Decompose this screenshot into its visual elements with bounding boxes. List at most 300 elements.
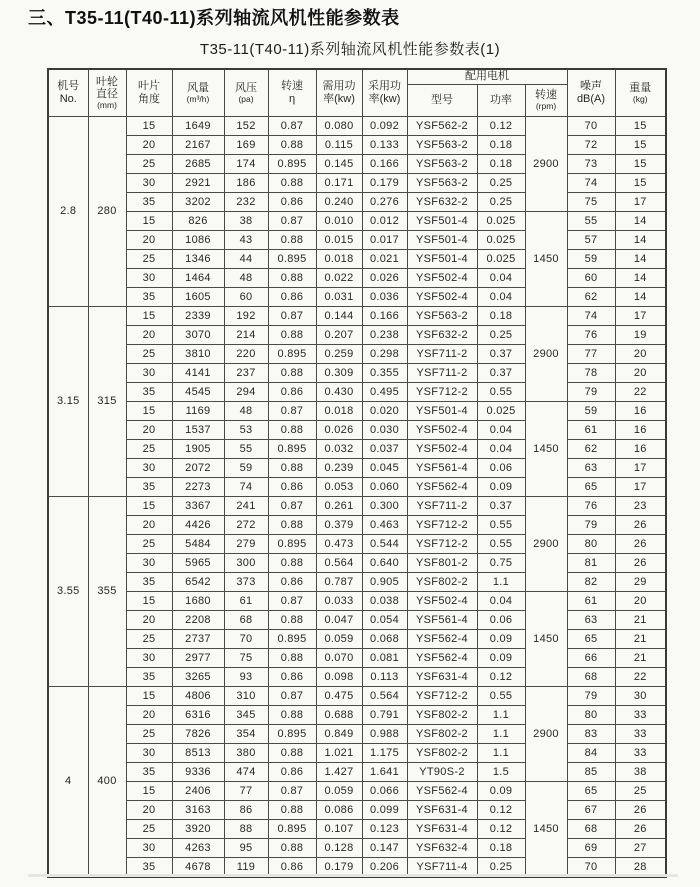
adopted-power-cell: 0.238 — [362, 325, 407, 344]
adopted-power-cell: 0.179 — [362, 173, 407, 192]
pressure-cell: 75 — [224, 648, 268, 667]
data-row — [48, 230, 666, 249]
adopted-power-cell: 0.036 — [362, 287, 407, 306]
motor-power-cell: 0.37 — [477, 363, 525, 382]
motor-power-cell: 0.04 — [477, 439, 525, 458]
motor-power-cell: 0.04 — [477, 420, 525, 439]
noise-cell: 66 — [567, 648, 615, 667]
pressure-cell: 86 — [224, 800, 268, 819]
machine-no-cell: 3.15 — [48, 306, 88, 496]
required-power-cell: 0.259 — [316, 344, 362, 363]
speed-eta-cell: 0.88 — [268, 135, 316, 154]
noise-cell: 74 — [567, 306, 615, 325]
blade-angle-cell: 20 — [126, 800, 172, 819]
motor-rpm-cell: 2900 — [525, 496, 567, 591]
motor-power-cell: 0.09 — [477, 781, 525, 800]
air-volume-cell: 2737 — [172, 629, 224, 648]
motor-rpm-cell: 1450 — [525, 211, 567, 306]
adopted-power-cell: 0.021 — [362, 249, 407, 268]
pressure-cell: 53 — [224, 420, 268, 439]
air-volume-cell: 3810 — [172, 344, 224, 363]
data-row — [48, 762, 666, 781]
table-header — [48, 69, 666, 116]
adopted-power-cell: 0.020 — [362, 401, 407, 420]
pressure-cell: 60 — [224, 287, 268, 306]
weight-cell: 17 — [615, 192, 666, 211]
speed-eta-cell: 0.895 — [268, 819, 316, 838]
speed-eta-cell: 0.87 — [268, 591, 316, 610]
blade-angle-cell: 20 — [126, 420, 172, 439]
adopted-power-cell: 0.147 — [362, 838, 407, 857]
air-volume-cell: 1680 — [172, 591, 224, 610]
motor-model-cell: YSF561-4 — [407, 458, 477, 477]
motor-model-cell: YSF712-2 — [407, 382, 477, 401]
air-volume-cell: 1537 — [172, 420, 224, 439]
data-row — [48, 249, 666, 268]
blade-angle-cell: 35 — [126, 192, 172, 211]
weight-cell: 14 — [615, 211, 666, 230]
air-volume-cell: 4545 — [172, 382, 224, 401]
speed-eta-cell: 0.88 — [268, 648, 316, 667]
motor-model-cell: YSF632-2 — [407, 192, 477, 211]
speed-eta-cell: 0.88 — [268, 838, 316, 857]
data-row — [48, 439, 666, 458]
noise-cell: 67 — [567, 800, 615, 819]
motor-power-cell: 0.12 — [477, 819, 525, 838]
weight-cell: 15 — [615, 135, 666, 154]
motor-power-cell: 0.25 — [477, 192, 525, 211]
pressure-cell: 373 — [224, 572, 268, 591]
speed-eta-cell: 0.88 — [268, 610, 316, 629]
data-row — [48, 268, 666, 287]
data-row — [48, 363, 666, 382]
weight-cell: 14 — [615, 230, 666, 249]
speed-eta-cell: 0.895 — [268, 534, 316, 553]
blade-angle-cell: 30 — [126, 743, 172, 762]
col-header-diameter: 叶轮 直径 (mm) — [88, 69, 126, 116]
noise-cell: 68 — [567, 667, 615, 686]
pressure-cell: 220 — [224, 344, 268, 363]
weight-cell: 21 — [615, 648, 666, 667]
air-volume-cell: 5484 — [172, 534, 224, 553]
motor-model-cell: YSF561-4 — [407, 610, 477, 629]
adopted-power-cell: 0.045 — [362, 458, 407, 477]
motor-model-cell: YSF712-2 — [407, 515, 477, 534]
motor-power-cell: 0.18 — [477, 135, 525, 154]
required-power-cell: 0.026 — [316, 420, 362, 439]
data-row — [48, 154, 666, 173]
motor-power-cell: 0.55 — [477, 686, 525, 705]
blade-angle-cell: 15 — [126, 686, 172, 705]
weight-cell: 21 — [615, 629, 666, 648]
noise-cell: 69 — [567, 838, 615, 857]
required-power-cell: 0.239 — [316, 458, 362, 477]
required-power-cell: 0.022 — [316, 268, 362, 287]
col-header-pressure: 风压 (pa) — [224, 69, 268, 116]
air-volume-cell: 6542 — [172, 572, 224, 591]
blade-angle-cell: 25 — [126, 629, 172, 648]
required-power-cell: 0.015 — [316, 230, 362, 249]
data-row — [48, 211, 666, 230]
air-volume-cell: 1346 — [172, 249, 224, 268]
blade-angle-cell: 30 — [126, 173, 172, 192]
data-row — [48, 743, 666, 762]
motor-model-cell: YT90S-2 — [407, 762, 477, 781]
col-header-motor-group: 配用电机 — [407, 69, 567, 84]
col-header-motor-rpm: 转速 (rpm) — [525, 84, 567, 116]
weight-cell: 26 — [615, 800, 666, 819]
motor-rpm-cell: 2900 — [525, 686, 567, 781]
data-row — [48, 420, 666, 439]
data-row — [48, 819, 666, 838]
required-power-cell: 0.107 — [316, 819, 362, 838]
adopted-power-cell: 0.017 — [362, 230, 407, 249]
motor-power-cell: 0.75 — [477, 553, 525, 572]
pressure-cell: 279 — [224, 534, 268, 553]
motor-model-cell: YSF562-2 — [407, 116, 477, 135]
speed-eta-cell: 0.86 — [268, 667, 316, 686]
pressure-cell: 241 — [224, 496, 268, 515]
speed-eta-cell: 0.86 — [268, 857, 316, 877]
motor-rpm-cell: 1450 — [525, 401, 567, 496]
air-volume-cell: 3070 — [172, 325, 224, 344]
data-row — [48, 173, 666, 192]
required-power-cell: 0.098 — [316, 667, 362, 686]
noise-cell: 79 — [567, 382, 615, 401]
speed-eta-cell: 0.88 — [268, 268, 316, 287]
noise-cell: 80 — [567, 534, 615, 553]
adopted-power-cell: 0.068 — [362, 629, 407, 648]
speed-eta-cell: 0.895 — [268, 154, 316, 173]
pressure-cell: 38 — [224, 211, 268, 230]
adopted-power-cell: 0.355 — [362, 363, 407, 382]
required-power-cell: 1.021 — [316, 743, 362, 762]
air-volume-cell: 1086 — [172, 230, 224, 249]
speed-eta-cell: 0.87 — [268, 781, 316, 800]
noise-cell: 72 — [567, 135, 615, 154]
pressure-cell: 300 — [224, 553, 268, 572]
motor-rpm-cell: 1450 — [525, 591, 567, 686]
motor-model-cell: YSF502-4 — [407, 268, 477, 287]
pressure-cell: 174 — [224, 154, 268, 173]
weight-cell: 20 — [615, 344, 666, 363]
blade-angle-cell: 15 — [126, 116, 172, 135]
data-row — [48, 629, 666, 648]
motor-model-cell: YSF802-2 — [407, 724, 477, 743]
blade-angle-cell: 25 — [126, 154, 172, 173]
air-volume-cell: 3367 — [172, 496, 224, 515]
motor-model-cell: YSF711-2 — [407, 344, 477, 363]
air-volume-cell: 1905 — [172, 439, 224, 458]
noise-cell: 80 — [567, 705, 615, 724]
speed-eta-cell: 0.895 — [268, 249, 316, 268]
pressure-cell: 152 — [224, 116, 268, 135]
motor-model-cell: YSF563-2 — [407, 173, 477, 192]
motor-power-cell: 0.12 — [477, 116, 525, 135]
noise-cell: 78 — [567, 363, 615, 382]
air-volume-cell: 1169 — [172, 401, 224, 420]
data-row — [48, 116, 666, 135]
blade-angle-cell: 25 — [126, 819, 172, 838]
speed-eta-cell: 0.87 — [268, 401, 316, 420]
air-volume-cell: 4806 — [172, 686, 224, 705]
blade-angle-cell: 15 — [126, 211, 172, 230]
air-volume-cell: 4426 — [172, 515, 224, 534]
blade-angle-cell: 35 — [126, 287, 172, 306]
air-volume-cell: 826 — [172, 211, 224, 230]
pressure-cell: 77 — [224, 781, 268, 800]
blade-angle-cell: 35 — [126, 762, 172, 781]
blade-angle-cell: 20 — [126, 515, 172, 534]
weight-cell: 26 — [615, 515, 666, 534]
air-volume-cell: 6316 — [172, 705, 224, 724]
motor-model-cell: YSF711-4 — [407, 857, 477, 877]
motor-model-cell: YSF562-4 — [407, 629, 477, 648]
required-power-cell: 0.430 — [316, 382, 362, 401]
blade-angle-cell: 15 — [126, 591, 172, 610]
data-row — [48, 667, 666, 686]
noise-cell: 81 — [567, 553, 615, 572]
adopted-power-cell: 0.037 — [362, 439, 407, 458]
noise-cell: 60 — [567, 268, 615, 287]
motor-model-cell: YSF563-2 — [407, 135, 477, 154]
motor-power-cell: 1.5 — [477, 762, 525, 781]
noise-cell: 65 — [567, 477, 615, 496]
air-volume-cell: 2167 — [172, 135, 224, 154]
motor-model-cell: YSF802-2 — [407, 743, 477, 762]
air-volume-cell: 7826 — [172, 724, 224, 743]
blade-angle-cell: 25 — [126, 344, 172, 363]
air-volume-cell: 5965 — [172, 553, 224, 572]
blade-angle-cell: 20 — [126, 135, 172, 154]
data-row — [48, 192, 666, 211]
motor-power-cell: 1.1 — [477, 743, 525, 762]
motor-power-cell: 0.06 — [477, 610, 525, 629]
motor-model-cell: YSF562-4 — [407, 477, 477, 496]
motor-power-cell: 0.06 — [477, 458, 525, 477]
noise-cell: 77 — [567, 344, 615, 363]
noise-cell: 70 — [567, 116, 615, 135]
noise-cell: 70 — [567, 857, 615, 877]
adopted-power-cell: 0.905 — [362, 572, 407, 591]
pressure-cell: 214 — [224, 325, 268, 344]
speed-eta-cell: 0.88 — [268, 800, 316, 819]
speed-eta-cell: 0.88 — [268, 743, 316, 762]
motor-model-cell: YSF802-2 — [407, 705, 477, 724]
motor-power-cell: 0.04 — [477, 268, 525, 287]
motor-model-cell: YSF563-2 — [407, 306, 477, 325]
noise-cell: 85 — [567, 762, 615, 781]
required-power-cell: 0.047 — [316, 610, 362, 629]
noise-cell: 59 — [567, 249, 615, 268]
adopted-power-cell: 0.060 — [362, 477, 407, 496]
impeller-diameter-cell: 280 — [88, 116, 126, 306]
adopted-power-cell: 0.495 — [362, 382, 407, 401]
weight-cell: 28 — [615, 857, 666, 877]
noise-cell: 61 — [567, 420, 615, 439]
required-power-cell: 0.018 — [316, 401, 362, 420]
data-row — [48, 553, 666, 572]
col-header-speed-eta: 转速 η — [268, 69, 316, 116]
required-power-cell: 0.059 — [316, 781, 362, 800]
air-volume-cell: 4263 — [172, 838, 224, 857]
blade-angle-cell: 30 — [126, 838, 172, 857]
motor-model-cell: YSF712-2 — [407, 534, 477, 553]
required-power-cell: 0.033 — [316, 591, 362, 610]
speed-eta-cell: 0.86 — [268, 762, 316, 781]
motor-model-cell: YSF711-2 — [407, 496, 477, 515]
pressure-cell: 272 — [224, 515, 268, 534]
adopted-power-cell: 0.166 — [362, 306, 407, 325]
adopted-power-cell: 0.026 — [362, 268, 407, 287]
data-row — [48, 325, 666, 344]
air-volume-cell: 4141 — [172, 363, 224, 382]
required-power-cell: 0.080 — [316, 116, 362, 135]
speed-eta-cell: 0.88 — [268, 325, 316, 344]
weight-cell: 19 — [615, 325, 666, 344]
motor-power-cell: 1.1 — [477, 705, 525, 724]
motor-model-cell: YSF631-4 — [407, 667, 477, 686]
required-power-cell: 0.031 — [316, 287, 362, 306]
adopted-power-cell: 0.463 — [362, 515, 407, 534]
machine-no-cell: 3.55 — [48, 496, 88, 686]
weight-cell: 15 — [615, 116, 666, 135]
blade-angle-cell: 30 — [126, 553, 172, 572]
noise-cell: 68 — [567, 819, 615, 838]
weight-cell: 17 — [615, 306, 666, 325]
data-row — [48, 705, 666, 724]
weight-cell: 33 — [615, 705, 666, 724]
data-row — [48, 401, 666, 420]
adopted-power-cell: 0.099 — [362, 800, 407, 819]
blade-angle-cell: 20 — [126, 325, 172, 344]
data-row — [48, 135, 666, 154]
required-power-cell: 0.032 — [316, 439, 362, 458]
blade-angle-cell: 25 — [126, 439, 172, 458]
pressure-cell: 186 — [224, 173, 268, 192]
adopted-power-cell: 0.988 — [362, 724, 407, 743]
weight-cell: 26 — [615, 553, 666, 572]
speed-eta-cell: 0.88 — [268, 420, 316, 439]
speed-eta-cell: 0.88 — [268, 705, 316, 724]
pressure-cell: 48 — [224, 268, 268, 287]
noise-cell: 84 — [567, 743, 615, 762]
motor-power-cell: 0.025 — [477, 230, 525, 249]
data-row — [48, 724, 666, 743]
speed-eta-cell: 0.88 — [268, 553, 316, 572]
data-row — [48, 344, 666, 363]
data-row — [48, 648, 666, 667]
adopted-power-cell: 0.092 — [362, 116, 407, 135]
weight-cell: 26 — [615, 534, 666, 553]
air-volume-cell: 1605 — [172, 287, 224, 306]
motor-power-cell: 0.18 — [477, 838, 525, 857]
data-row — [48, 610, 666, 629]
motor-power-cell: 0.25 — [477, 173, 525, 192]
weight-cell: 14 — [615, 268, 666, 287]
weight-cell: 20 — [615, 363, 666, 382]
noise-cell: 57 — [567, 230, 615, 249]
pressure-cell: 93 — [224, 667, 268, 686]
noise-cell: 79 — [567, 515, 615, 534]
blade-angle-cell: 20 — [126, 610, 172, 629]
noise-cell: 62 — [567, 287, 615, 306]
speed-eta-cell: 0.895 — [268, 439, 316, 458]
pressure-cell: 95 — [224, 838, 268, 857]
motor-power-cell: 0.55 — [477, 382, 525, 401]
motor-model-cell: YSF801-2 — [407, 553, 477, 572]
pressure-cell: 59 — [224, 458, 268, 477]
motor-model-cell: YSF501-4 — [407, 249, 477, 268]
adopted-power-cell: 1.641 — [362, 762, 407, 781]
weight-cell: 33 — [615, 724, 666, 743]
motor-model-cell: YSF501-4 — [407, 401, 477, 420]
speed-eta-cell: 0.88 — [268, 363, 316, 382]
air-volume-cell: 2339 — [172, 306, 224, 325]
pressure-cell: 169 — [224, 135, 268, 154]
data-row — [48, 515, 666, 534]
noise-cell: 63 — [567, 610, 615, 629]
motor-model-cell: YSF502-4 — [407, 439, 477, 458]
noise-cell: 61 — [567, 591, 615, 610]
weight-cell: 38 — [615, 762, 666, 781]
noise-cell: 76 — [567, 325, 615, 344]
weight-cell: 21 — [615, 610, 666, 629]
col-header-motor-model: 型号 — [407, 84, 477, 116]
col-header-motor-power: 功率 — [477, 84, 525, 116]
weight-cell: 33 — [615, 743, 666, 762]
air-volume-cell: 2921 — [172, 173, 224, 192]
required-power-cell: 0.207 — [316, 325, 362, 344]
weight-cell: 16 — [615, 420, 666, 439]
pressure-cell: 48 — [224, 401, 268, 420]
weight-cell: 22 — [615, 667, 666, 686]
air-volume-cell: 1464 — [172, 268, 224, 287]
pressure-cell: 380 — [224, 743, 268, 762]
blade-angle-cell: 15 — [126, 306, 172, 325]
weight-cell: 23 — [615, 496, 666, 515]
required-power-cell: 0.309 — [316, 363, 362, 382]
adopted-power-cell: 0.791 — [362, 705, 407, 724]
noise-cell: 73 — [567, 154, 615, 173]
motor-model-cell: YSF632-4 — [407, 838, 477, 857]
weight-cell: 15 — [615, 154, 666, 173]
motor-power-cell: 0.18 — [477, 306, 525, 325]
noise-cell: 55 — [567, 211, 615, 230]
blade-angle-cell: 25 — [126, 249, 172, 268]
speed-eta-cell: 0.88 — [268, 515, 316, 534]
adopted-power-cell: 0.123 — [362, 819, 407, 838]
pressure-cell: 68 — [224, 610, 268, 629]
adopted-power-cell: 0.206 — [362, 857, 407, 877]
motor-power-cell: 0.09 — [477, 629, 525, 648]
pressure-cell: 70 — [224, 629, 268, 648]
motor-power-cell: 0.025 — [477, 249, 525, 268]
pressure-cell: 237 — [224, 363, 268, 382]
air-volume-cell: 2072 — [172, 458, 224, 477]
adopted-power-cell: 0.113 — [362, 667, 407, 686]
blade-angle-cell: 15 — [126, 401, 172, 420]
motor-power-cell: 0.12 — [477, 800, 525, 819]
noise-cell: 76 — [567, 496, 615, 515]
required-power-cell: 0.086 — [316, 800, 362, 819]
pressure-cell: 192 — [224, 306, 268, 325]
data-row — [48, 591, 666, 610]
speed-eta-cell: 0.86 — [268, 287, 316, 306]
speed-eta-cell: 0.86 — [268, 192, 316, 211]
speed-eta-cell: 0.86 — [268, 382, 316, 401]
air-volume-cell: 3163 — [172, 800, 224, 819]
